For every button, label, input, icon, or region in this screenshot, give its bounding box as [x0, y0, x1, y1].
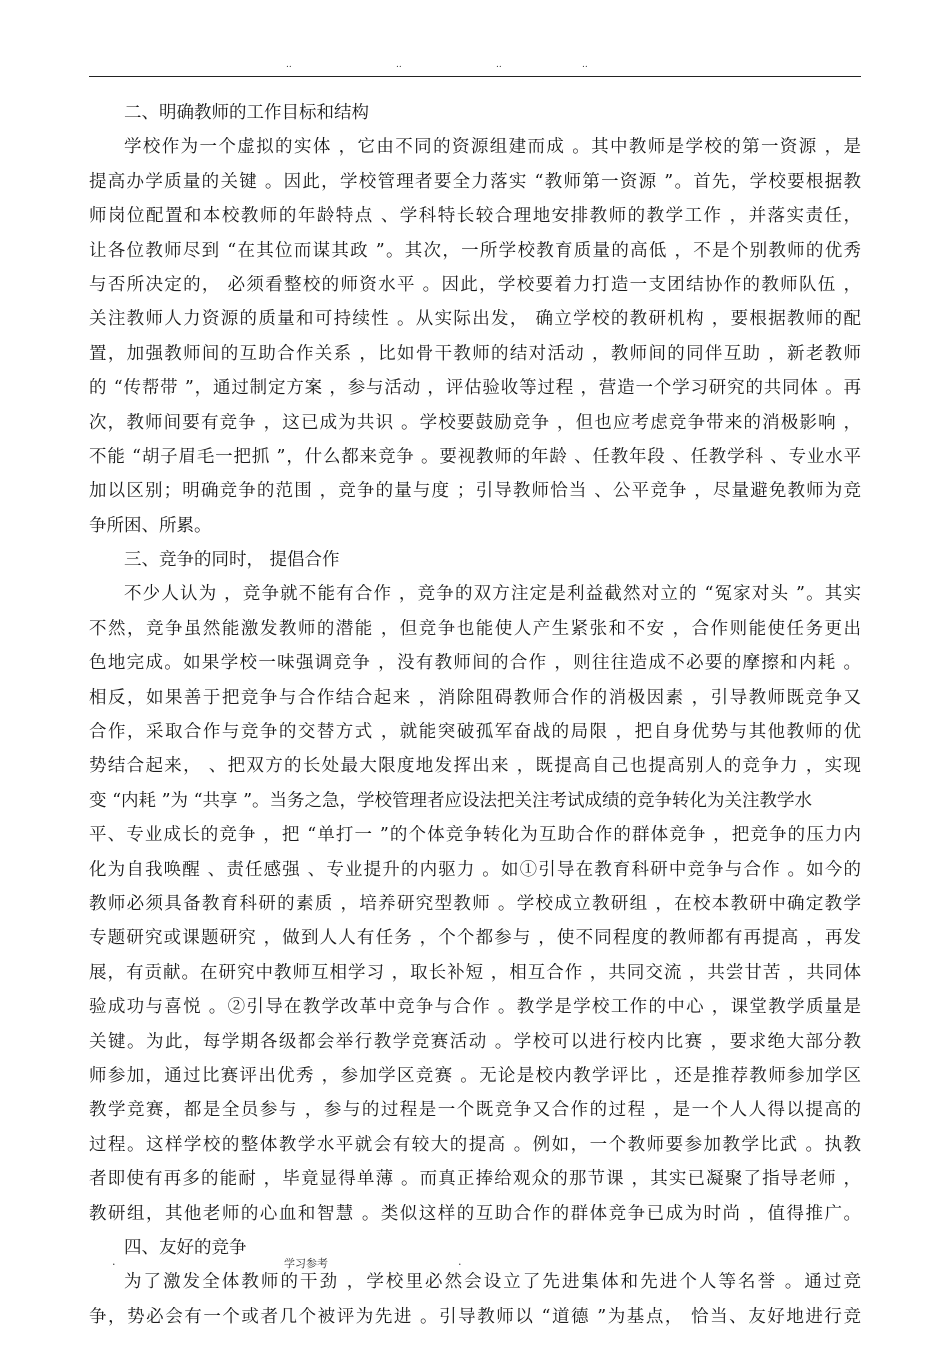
text-line: 验成功与喜悦 。②引导在教学改革中竞争与合作 。教学是学校工作的中心 ，课堂教学质量是 [89, 997, 861, 1018]
text-line: 学校作为一个虚拟的实体 ，它由不同的资源组建而成 。其中教师是学校的第一资源 ，是 [124, 137, 861, 158]
page-header [0, 60, 950, 74]
text-line: 化为自我唤醒 、责任感强 、专业提升的内驱力 。如①引导在教育科研中竞争与合作 。如今的 [89, 859, 861, 880]
text-line: 次，教师间要有竞争 ，这已成为共识 。学校要鼓励竞争 ，但也应考虑竞争带来的消极影响 ， [89, 412, 861, 433]
text-line: 让各位教师尽到 “在其位而谋其政 ”。其次，一所学校教育质量的高低 ，不是个别教师的优秀 [89, 240, 861, 261]
text-line: 者即使有再多的能耐 ，毕竟显得单薄 。而真正捧给观众的那节课 ，其实已凝聚了指导老师 ， [89, 1169, 861, 1190]
header-dots: .. [582, 60, 588, 70]
text-line: 教师必须具备教育科研的素质 ，培养研究型教师 。学校成立教研组 ，在校本教研中确定教学 [89, 893, 861, 914]
text-line: 合作，采取合作与竞争的交替方式 ，就能突破孤军奋战的局限 ，把自身优势与其他教师的优 [89, 722, 861, 743]
text-line: 关键。为此，每学期各级都会举行教学竞赛活动 。学校可以进行校内比赛 ，要求绝大部分教 [89, 1031, 861, 1052]
text-line: 平、专业成长的竞争 ，把 “单打一 ”的个体竞争转化为互助合作的群体竞争 ，把竞争的压力内 [89, 825, 861, 846]
text-line: 师岗位配置和本校教师的年龄特点 、学科特长较合理地安排教师的教学工作 ，并落实责任， [89, 206, 861, 227]
text-line: 色地完成。如果学校一味强调竞争 ，没有教师间的合作 ，则往往造成不必要的摩擦和内耗 。 [89, 653, 861, 674]
text-line: 展，有贡献。在研究中教师互相学习 ，取长补短 ，相互合作 ，共同交流 ，共尝甘苦 ，共同体 [89, 962, 861, 983]
text-line: 师参加，通过比赛评出优秀 ，参加学区竞赛 。无论是校内教学评比 ，还是推荐教师参加学区 [89, 1065, 861, 1086]
text-line: 不然，竞争虽然能激发教师的潜能 ，但竞争也能使人产生紧张和不安 ，合作则能使任务更出 [89, 618, 861, 639]
document-body [89, 96, 861, 1334]
text-line: 争，势必会有一个或者几个被评为先进 。引导教师以 “道德 ”为基点， 恰当、友好地进行竞 [89, 1306, 861, 1327]
text-line: 提高办学质量的关键 。因此，学校管理者要全力落实 “教师第一资源 ”。首先，学校要根据教 [89, 171, 861, 192]
text-line: 二、明确教师的工作目标和结构 [124, 103, 369, 123]
header-dots: .. [396, 60, 402, 70]
text-line: 不能 “胡子眉毛一把抓 ”，什么都来竞争 。要视教师的年龄 、任教年段 、任教学科 、专业水平 [89, 446, 861, 467]
text-line: 的 “传帮带 ”，通过制定方案 ，参与活动 ，评估验收等过程 ，营造一个学习研究的共同体 。再 [89, 378, 861, 399]
header-dots: .. [286, 60, 292, 70]
text-line: 四、友好的竞争 [124, 1237, 247, 1258]
footer-dot: . [112, 1255, 116, 1268]
text-line: 争所困、所累。 [89, 515, 212, 536]
text-line: 加以区别；明确竞争的范围 ，竞争的量与度 ；引导教师恰当 、公平竞争 ，尽量避免教师为竞 [89, 481, 861, 502]
text-line: 三、竞争的同时， 提倡合作 [124, 550, 340, 571]
text-line: 势结合起来， 、把双方的长处最大限度地发挥出来 ，既提高自己也提高别人的竞争力 ，实现 [89, 756, 861, 777]
text-line: 关注教师人力资源的质量和可持续性 。从实际出发， 确立学校的教研机构 ，要根据教师的配 [89, 309, 861, 330]
text-line: 与否所决定的， 必须看整校的师资水平 。因此，学校要着力打造一支团结协作的教师队伍 ， [89, 274, 861, 295]
footer-label: 学习参考 [284, 1257, 328, 1270]
text-line: 为了激发全体教师的干劲 ，学校里必然会设立了先进集体和先进个人等名誉 。通过竞 [124, 1272, 861, 1293]
text-line: 教学竞赛，都是全员参与 ，参与的过程是一个既竞争又合作的过程 ，是一个人人得以提高的 [89, 1100, 861, 1121]
text-line: 过程。这样学校的整体教学水平就会有较大的提高 。例如，一个教师要参加教学比武 。执教 [89, 1134, 861, 1155]
text-line: 相反，如果善于把竞争与合作结合起来 ，消除阻碍教师合作的消极因素 ，引导教师既竞争又 [89, 687, 861, 708]
text-line: 专题研究或课题研究 ，做到人人有任务 ，个个都参与 ，使不同程度的教师都有再提高 ，再发 [89, 928, 861, 949]
footer-dot: . [458, 1255, 462, 1268]
header-rule [89, 76, 861, 77]
text-line: 变 “内耗 ”为 “共享 ”。当务之急，学校管理者应设法把关注考试成绩的竞争转化为关注教学水 [89, 790, 813, 811]
header-dots: .. [496, 60, 502, 70]
text-line: 不少人认为 ，竞争就不能有合作 ，竞争的双方注定是利益截然对立的 “冤家对头 ”。其实 [124, 584, 861, 605]
text-line: 教研组，其他老师的心血和智慧 。类似这样的互助合作的群体竞争已成为时尚 ，值得推广。 [89, 1203, 861, 1224]
text-line: 置，加强教师间的互助合作关系 ，比如骨干教师的结对活动 ，教师间的同伴互助 ，新老教师 [89, 343, 861, 364]
